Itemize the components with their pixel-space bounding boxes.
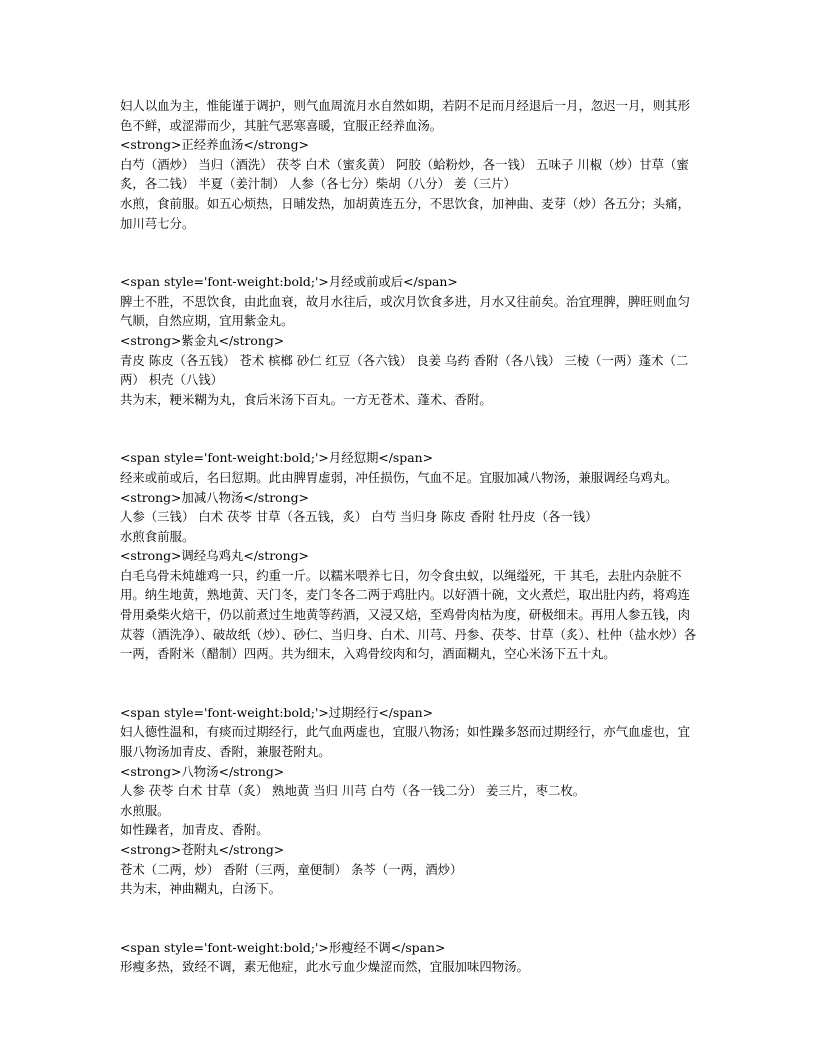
formula-ingredients: 青皮 陈皮（各五钱） 苍术 槟榔 砂仁 红豆（各六钱） 良姜 乌药 香附（各八钱） 三棱（一两）蓬术（二两） 枳壳（八钱） [120, 352, 689, 388]
formula-heading: <strong>八物汤</strong> [120, 763, 285, 779]
formula-heading: <strong>紫金丸</strong> [120, 332, 285, 348]
section-yuejing-huoqian-huohou [120, 272, 698, 409]
section-heading: <span style='font-weight:bold;'>过期经行</span> [120, 704, 433, 720]
paragraph: 脾土不胜，不思饮食，由此血衰，故月水往后，或次月饮食多进，月水又往前矣。治宜理脾，脾旺则血匀气顺，自然应期，宜用紫金丸。 [120, 293, 690, 329]
formula-heading: <strong>苍附丸</strong> [120, 842, 285, 857]
section-heading: <span style='font-weight:bold;'>月经愆期</span> [120, 450, 433, 466]
formula-usage: 水煎，食前服。如五心烦热，日晡发热，加胡黄连五分，不思饮食，加神曲、麦芽（炒）各五分；头痛，加川芎七分。 [120, 195, 690, 231]
section-guoqi-jingxing [120, 703, 698, 899]
formula-usage: 共为末，神曲糊丸，白汤下。 [120, 881, 282, 897]
formula-ingredients: 人参 茯苓 白术 甘草（炙） 熟地黄 当归 川芎 白芍（各一钱二分） 姜三片，枣二枚。 [120, 783, 586, 799]
formula-heading: <strong>正经养血汤</strong> [120, 137, 309, 153]
paragraph: 经来或前或后，名曰愆期。此由脾胃虚弱，冲任损伤，气血不足。宜服加减八物汤，兼服调经乌鸡丸。 [120, 469, 678, 485]
formula-usage: 水煎服。 [120, 802, 170, 818]
formula-ingredients: 苍术（二两，炒） 香附（三两，童便制） 条芩（一两，酒炒） [120, 861, 463, 877]
formula-ingredients: 白芍（酒炒） 当归（酒洗） 茯苓 白术（蜜炙黄） 阿胶（蛤粉炒，各一钱） 五味子 川椒（炒）甘草（蜜炙，各二钱） 半夏（姜汁制） 人参（各七分）柴胡（八分） 姜（三片） [120, 156, 689, 192]
formula-usage: 共为末，粳米糊为丸，食后米汤下百丸。一方无苍术、蓬术、香附。 [120, 391, 492, 407]
section-xingshou-jing-butiao [120, 938, 698, 977]
section-heading: <span style='font-weight:bold;'>形瘦经不调</span> [120, 939, 446, 955]
formula-modification: 如性躁者，加青皮、香附。 [120, 822, 269, 838]
formula-heading: <strong>调经乌鸡丸</strong> [120, 548, 309, 564]
section-yuejing-qianqi [120, 448, 698, 664]
section-zhengjing-yangxue [120, 96, 698, 233]
formula-ingredients: 人参（三钱） 白术 茯苓 甘草（各五钱，炙） 白芍 当归身 陈皮 香附 牡丹皮（各一钱） [120, 509, 598, 525]
paragraph: 形瘦多热，致经不调，素无他症，此水亏血少燥涩而然，宜服加味四物汤。 [120, 959, 529, 975]
formula-heading: <strong>加减八物汤</strong> [120, 489, 309, 505]
paragraph: 妇人德性温和，有痰而过期经行，此气血两虚也，宜服八物汤；如性躁多怒而过期经行，亦气血虚也，宜服八物汤加青皮、香附，兼服苍附丸。 [120, 724, 690, 760]
formula-preparation: 白毛乌骨未炖雄鸡一只，约重一斤。以糯米喂养七日，勿令食虫蚁，以绳缢死，干 其毛，去肚内杂脏不用。纳生地黄，熟地黄、天门冬，麦门冬各二两于鸡肚内。以好酒十碗，文火煮烂，取出肚内药，将鸡连骨用桑柴火焙干，仍以前煮过生地黄等药酒，又浸又焙，至鸡骨肉枯为度，研极细末。再用人参五钱，肉苁蓉（酒洗净）、破故纸（炒）、砂仁、当归身、白术、川芎、丹参、茯苓、甘草（炙）、杜仲（盐水炒）各一两，香附米（醋制）四两。共为细末，入鸡骨绞肉和匀，酒面糊丸，空心米汤下五十丸。 [120, 567, 697, 662]
paragraph: 妇人以血为主，惟能谨于调护，则气血周流月水自然如期，若阴不足而月经退后一月，忽迟一月，则其形色不鲜，或涩滞而少，其脏气恶寒喜暖，宜服正经养血汤。 [120, 98, 690, 133]
formula-usage: 水煎食前服。 [120, 528, 195, 544]
document-body [120, 96, 698, 977]
section-heading: <span style='font-weight:bold;'>月经或前或后</span> [120, 274, 458, 290]
